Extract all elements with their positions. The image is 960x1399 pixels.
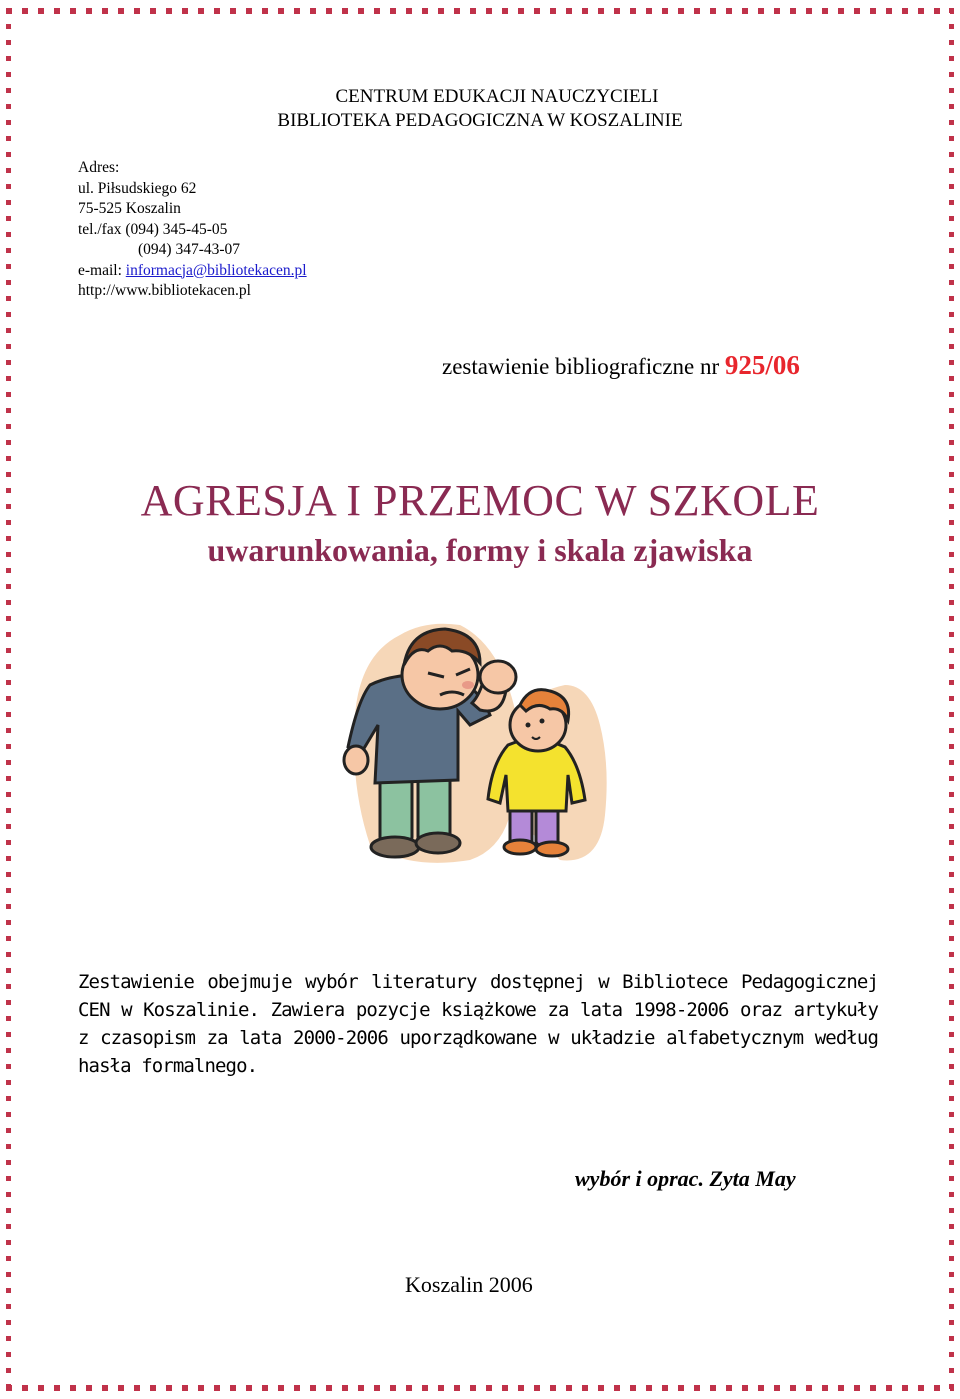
border-bottom: [6, 1385, 954, 1391]
document-subtitle: uwarunkowania, formy i skala zjawiska: [207, 532, 753, 568]
address-label: Adres:: [78, 159, 120, 176]
description-paragraph: Zestawienie obejmuje wybór literatury dostępnej w Bibliotece Pedagogicznej CEN w Koszalinie. Zawiera pozycje książkowe za lata 1998-2006 oraz artykuły z czasopism za lata 2000-2006 uporządkowane w układzie alfabetycznym według hasła formalnego.: [78, 971, 878, 1077]
border-top: [6, 8, 954, 14]
institution-name: CENTRUM EDUKACJI NAUCZYCIELI: [335, 86, 659, 107]
address-street: ul. Piłsudskiego 62: [78, 179, 197, 197]
address-city: 75-525 Koszalin: [78, 200, 181, 217]
publication-place-year: Koszalin 2006: [405, 1272, 533, 1297]
address-email-row: [78, 261, 307, 282]
library-name: BIBLIOTEKA PEDAGOGICZNA W KOSZALINIE: [277, 110, 683, 131]
address-block: [78, 158, 307, 302]
email-prefix: e-mail:: [78, 261, 126, 279]
bibliography-label: [442, 350, 800, 381]
institution-header: [0, 85, 960, 133]
bibliography-label-text: zestawienie bibliograficzne nr: [442, 354, 725, 379]
document-title: AGRESJA I PRZEMOC W SZKOLE: [140, 476, 820, 525]
border-right: [949, 8, 954, 1391]
bully-children-illustration: [340, 615, 620, 875]
border-left: [6, 8, 11, 1391]
bibliography-number: 925/06: [724, 350, 800, 380]
address-phone-2: (094) 347-43-07: [138, 241, 241, 258]
website-url: http://www.bibliotekacen.pl: [78, 282, 251, 299]
email-link[interactable]: informacja@bibliotekacen.pl: [125, 261, 307, 279]
author-credit: wybór i oprac. Zyta May: [575, 1166, 796, 1191]
address-phone: tel./fax (094) 345-45-05: [78, 220, 228, 238]
